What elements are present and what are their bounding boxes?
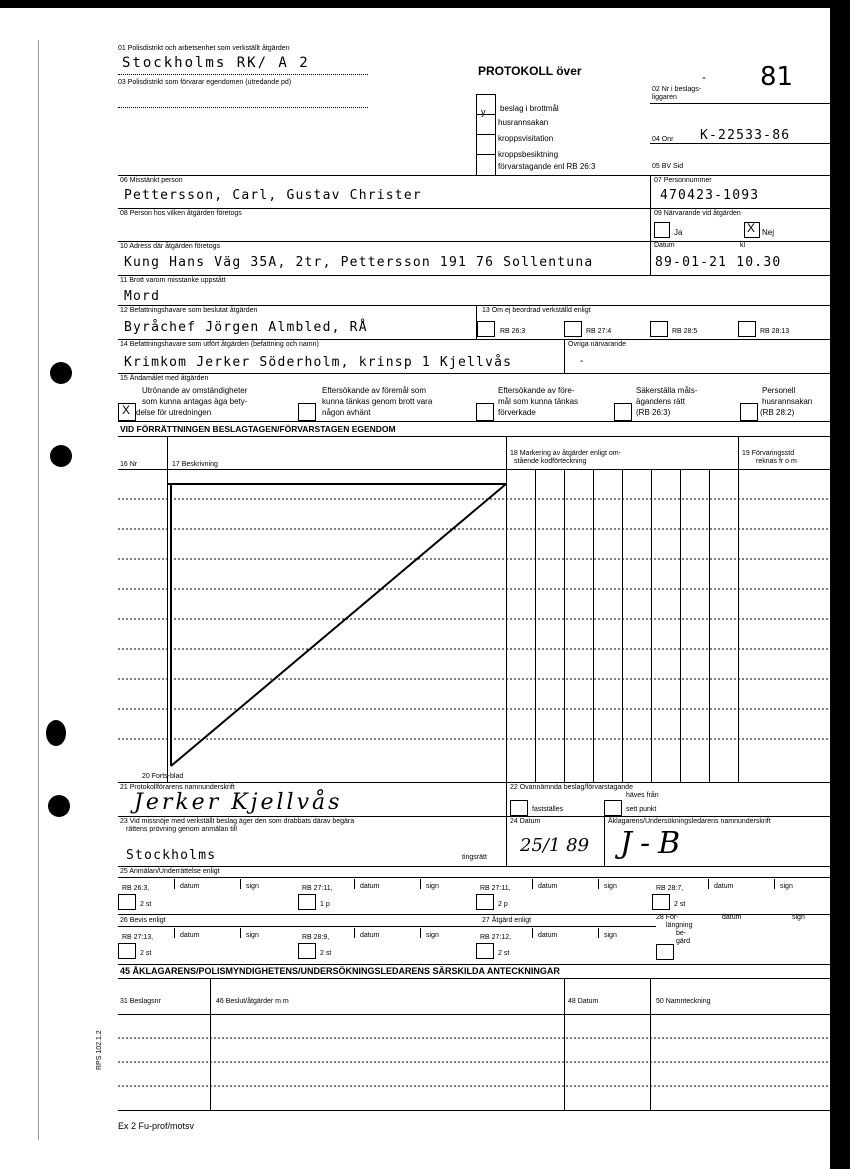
datum-label: datum — [538, 932, 558, 939]
row-line — [118, 275, 830, 276]
sign-label: sign — [604, 883, 617, 890]
col17-label: 17 Beskrivning — [172, 461, 218, 468]
tick — [354, 928, 355, 938]
sign-label: sign — [246, 932, 259, 939]
f13-item-4: RB 28:13 — [760, 328, 790, 335]
scan-border-right — [830, 0, 850, 1169]
f10-value: Kung Hans Väg 35A, 2tr, Pettersson 191 76 Sollentuna — [124, 255, 594, 270]
tick — [420, 879, 421, 889]
row-line — [118, 964, 830, 965]
datum-label: datum — [180, 883, 200, 890]
f09-label: 09 Närvarande vid åtgärden — [654, 210, 741, 217]
f13-item-1: RB 26:3 — [500, 328, 526, 335]
datum-label: datum — [180, 932, 200, 939]
options-box — [476, 94, 496, 176]
f15-opt2-l2: kunna tänkas genom brott vara — [322, 397, 433, 406]
f04-value: K-22533-86 — [700, 128, 791, 143]
col18-label-2: stående kodförteckning — [514, 458, 587, 465]
sign-label: sign — [426, 883, 439, 890]
f13-box-4[interactable] — [738, 321, 756, 337]
f22-sett: sett punkt — [626, 806, 657, 813]
f03-line — [118, 107, 368, 108]
rule-sub: 2 st — [498, 950, 510, 957]
f21-label: 21 Protokollförarens namnunderskrift — [120, 784, 235, 791]
tick — [598, 928, 599, 938]
row-line — [118, 339, 830, 340]
col18-label-1: 18 Markering av åtgärder enligt om- — [510, 450, 621, 457]
col-line — [650, 241, 651, 275]
f15-opt3-l3: förverkade — [498, 408, 536, 417]
f20-label: 20 Forts-blad — [142, 773, 184, 780]
col-line — [564, 339, 565, 373]
f09-ja-checkbox[interactable] — [654, 222, 670, 238]
f15-opt1-mark: X — [122, 403, 131, 417]
col46-label: 46 Beslut/åtgärder m m — [216, 998, 289, 1005]
f09-ja-label: Ja — [674, 228, 683, 237]
f15-opt2-checkbox[interactable] — [298, 403, 316, 421]
col-line — [506, 816, 507, 866]
col50-label: 50 Namnteckning — [656, 998, 711, 1005]
f26-label: 26 Bevis enligt — [120, 917, 166, 924]
sign-label: sign — [246, 883, 259, 890]
col16-label: 16 Nr — [120, 461, 138, 468]
f23-value: Stockholms — [126, 848, 217, 863]
f15-opt3-l1: Eftersökande av före- — [498, 386, 575, 395]
col-line — [604, 816, 605, 866]
f12-label: 12 Befattningshavare som beslutat åtgärden — [120, 307, 258, 314]
f24-label: 24 Datum — [510, 818, 541, 825]
f02-label-2: liggaren — [652, 94, 677, 101]
f24b-signature: J-B — [620, 826, 689, 861]
f01-line — [118, 74, 368, 75]
row-line — [118, 926, 656, 927]
f15-opt4-l3: (RB 26:3) — [636, 408, 671, 417]
f28-label-2: längning — [666, 922, 693, 929]
f14-ovriga-value: - — [580, 356, 584, 367]
rule-sub: 2 st — [320, 950, 332, 957]
f28-label-1: 28 För- — [656, 914, 679, 921]
property-section-title: VID FÖRRÄTTNINGEN BESLAGTAGEN/FÖRVARSTAGEN EGENDOM — [120, 424, 396, 434]
f28-datum: datum — [722, 914, 742, 921]
tick — [174, 928, 175, 938]
rule-checkbox[interactable] — [118, 894, 136, 910]
f15-opt4-l2: ägandens rätt — [636, 397, 685, 406]
page-number: 81 — [760, 62, 794, 92]
opt-divider — [476, 134, 495, 135]
option-husrannsakan[interactable]: husrannsakan — [498, 118, 549, 127]
property-table-grid — [118, 469, 830, 782]
tick — [240, 928, 241, 938]
rule-checkbox[interactable] — [118, 943, 136, 959]
f02-line — [650, 103, 830, 104]
rule-checkbox[interactable] — [298, 943, 316, 959]
f07-label: 07 Personnummer — [654, 177, 712, 184]
f13-box-3[interactable] — [650, 321, 668, 337]
f23-suffix: tingsrätt — [462, 854, 487, 861]
f24-value: 25/1 89 — [520, 835, 590, 856]
option-mark-2: y — [481, 107, 486, 117]
f15-opt5-l3: (RB 28:2) — [760, 408, 795, 417]
f06-value: Pettersson, Carl, Gustav Christer — [124, 188, 422, 203]
punch-hole-icon — [48, 795, 70, 817]
col48-label: 48 Datum — [568, 998, 599, 1005]
rule-sub: 2 st — [140, 950, 152, 957]
f12-value: Byråchef Jörgen Almbled, RÅ — [124, 320, 368, 335]
datum-label: datum — [360, 883, 380, 890]
punch-hole-icon — [50, 445, 72, 467]
row-line — [118, 436, 830, 437]
row-line — [118, 421, 830, 422]
rule-checkbox[interactable] — [476, 894, 494, 910]
f13-item-3: RB 28:5 — [672, 328, 698, 335]
col-line — [506, 782, 507, 816]
option-forvarstagande[interactable]: förvarstagande enl RB 26:3 — [498, 162, 596, 171]
f15-opt3-checkbox[interactable] — [476, 403, 494, 421]
rule-label: RB 28:9, — [302, 934, 330, 941]
f15-opt5-l1: Personell — [762, 386, 796, 395]
f14-ovriga-label: Övriga närvarande — [568, 341, 626, 348]
f28-checkbox[interactable] — [656, 944, 674, 960]
tick — [532, 879, 533, 889]
f04-label: 04 Onr — [652, 136, 674, 143]
f09-nej-label: Nej — [762, 228, 775, 237]
tick — [774, 879, 775, 889]
col-line — [650, 175, 651, 208]
row-line — [118, 816, 830, 817]
f02-label: 02 Nr i beslags- — [652, 86, 702, 93]
f03-label: 03 Polisdistrikt som förvarar egendomen (utredande pd) — [118, 79, 292, 86]
f15-opt1-l1: Utrönande av omständigheter — [142, 386, 248, 395]
f15-opt1-l3: delse för utredningen — [136, 408, 212, 417]
footer-copy: Ex 2 Fu-prof/motsv — [118, 1121, 195, 1131]
f22-fastst-checkbox[interactable] — [510, 800, 528, 816]
f11-value: Mord — [124, 289, 161, 304]
f15-opt5-checkbox[interactable] — [740, 403, 758, 421]
notes-grid — [118, 1014, 830, 1110]
datum-label: datum — [360, 932, 380, 939]
sign-label: sign — [426, 932, 439, 939]
datum-label: datum — [538, 883, 558, 890]
row-line — [118, 305, 830, 306]
row-line — [118, 877, 830, 878]
datum-label: datum — [714, 883, 734, 890]
col19-label-2: reknas fr o m — [756, 458, 797, 465]
rule-label: RB 27:13, — [122, 934, 154, 941]
f06-label: 06 Misstänkt person — [120, 177, 183, 184]
f04-line — [650, 143, 830, 144]
form-title: PROTOKOLL över — [478, 64, 582, 78]
rule-label: RB 26:3, — [122, 885, 150, 892]
f14-value: Krimkom Jerker Söderholm, krinsp 1 Kjellvås — [124, 355, 513, 370]
f05-label: 05 BV Sid — [652, 163, 684, 170]
option-kroppsvisitation[interactable]: kroppsvisitation — [498, 134, 554, 143]
dash-mark: - — [702, 70, 706, 84]
rule-label: RB 27:12, — [480, 934, 512, 941]
f45-title: 45 ÅKLAGARENS/POLISMYNDIGHETENS/UNDERSÖKNINGSLEDARENS SÄRSKILDA ANTECKNINGAR — [120, 966, 560, 976]
f10-kl-label: kl — [740, 242, 746, 249]
f15-opt4-checkbox[interactable] — [614, 403, 632, 421]
col19-label-1: 19 Förvaringsstd — [742, 450, 795, 457]
f15-opt3-l2: mål som kunna tänkas — [498, 397, 579, 406]
f15-opt4-l1: Säkerställa måls- — [636, 386, 698, 395]
f13-box-2[interactable] — [564, 321, 582, 337]
row-line — [118, 866, 830, 867]
f10-datetime: 89-01-21 10.30 — [655, 255, 782, 270]
option-kroppsbesiktning[interactable]: kroppsbesiktning — [498, 150, 559, 159]
f15-opt1-l2: som kunna antagas äga bety- — [142, 397, 248, 406]
f28-label-3: be- — [676, 930, 687, 937]
tick — [420, 928, 421, 938]
tick — [354, 879, 355, 889]
rule-sub: 2 p — [498, 901, 508, 908]
col31-label: 31 Beslagsnr — [120, 998, 161, 1005]
sign-label: sign — [780, 883, 793, 890]
row-line — [118, 978, 830, 979]
row-line — [118, 373, 830, 374]
rule-label: RB 28:7, — [656, 885, 684, 892]
f22-haves-checkbox[interactable] — [604, 800, 622, 816]
f21-signature: Jerker Kjellvås — [134, 790, 343, 815]
row-line — [118, 241, 830, 242]
f24b-label: Åklagarens/Undersökningsledarens namnunderskrift — [608, 818, 771, 825]
rule-label: RB 27:11, — [302, 885, 333, 892]
scan-border-top — [0, 0, 850, 8]
f13-item-2: RB 27:4 — [586, 328, 612, 335]
f01-value: Stockholms RK/ A 2 — [122, 55, 310, 71]
f14-label: 14 Befattningshavare som utfört åtgärden (befattning och namn) — [120, 341, 319, 348]
f22-fastst: fastställes — [532, 806, 564, 813]
f15-opt5-l2: husrannsakan — [762, 397, 813, 406]
form-id: RPS 102.1.2 — [96, 1030, 103, 1070]
f07-value: 470423-1093 — [660, 188, 760, 203]
rule-sub: 2 st — [140, 901, 152, 908]
tick — [174, 879, 175, 889]
row-line — [118, 175, 830, 176]
rule-sub: 1 p — [320, 901, 330, 908]
f15-opt2-l1: Eftersökande av föremål som — [322, 386, 427, 395]
f01-label: 01 Polisdistrikt och arbetsenhet som verkställt åtgärden — [118, 45, 290, 52]
f28-label-4: gärd — [676, 938, 691, 945]
f22-label2: häves från — [626, 792, 659, 799]
f13-box-1[interactable] — [477, 321, 495, 337]
f27-label: 27 Åtgärd enligt — [482, 917, 532, 924]
punch-hole-icon — [50, 362, 72, 384]
f25-label: 25 Anmälan/Underrättelse enligt — [120, 868, 220, 875]
rule-sub: 2 st — [674, 901, 686, 908]
sign-label: sign — [604, 932, 617, 939]
tick — [598, 879, 599, 889]
rule-label: RB 27:11, — [480, 885, 511, 892]
col-line — [650, 208, 651, 241]
f08-label: 08 Person hos vilken åtgärden företogs — [120, 210, 242, 217]
f28-sign: sign — [792, 914, 805, 921]
f23-label-1: 23 Vid missnöje med verkställt beslag äger den som drabbats därav begära — [120, 818, 355, 825]
opt-divider — [476, 154, 495, 155]
option-beslag[interactable]: beslag i brottmål — [500, 104, 559, 113]
f10-label: 10 Adress där åtgärden företogs — [120, 243, 221, 250]
f15-label: 15 Ändamålet med åtgärden — [120, 375, 209, 382]
f13-label: 13 Om ej beordrad verkställd enligt — [482, 307, 591, 314]
rule-checkbox[interactable] — [652, 894, 670, 910]
tick — [240, 879, 241, 889]
f11-label: 11 Brott varom misstanke uppstått — [120, 277, 226, 284]
f23-label-2: rättens prövning genom anmälan till — [126, 826, 237, 833]
f09-nej-mark: X — [747, 221, 756, 235]
row-line — [118, 1110, 830, 1111]
f22-label: 22 Ovannämnda beslag/förvarstagande — [510, 784, 633, 791]
row-line — [118, 208, 830, 209]
punch-hole-icon — [46, 720, 66, 746]
tick — [708, 879, 709, 889]
rule-checkbox[interactable] — [298, 894, 316, 910]
tick — [532, 928, 533, 938]
rule-checkbox[interactable] — [476, 943, 494, 959]
row-line — [118, 782, 830, 783]
left-margin-line — [38, 40, 39, 1140]
f15-opt2-l3: någon avhänt — [322, 408, 371, 417]
f10-datum-label: Datum — [654, 242, 675, 249]
